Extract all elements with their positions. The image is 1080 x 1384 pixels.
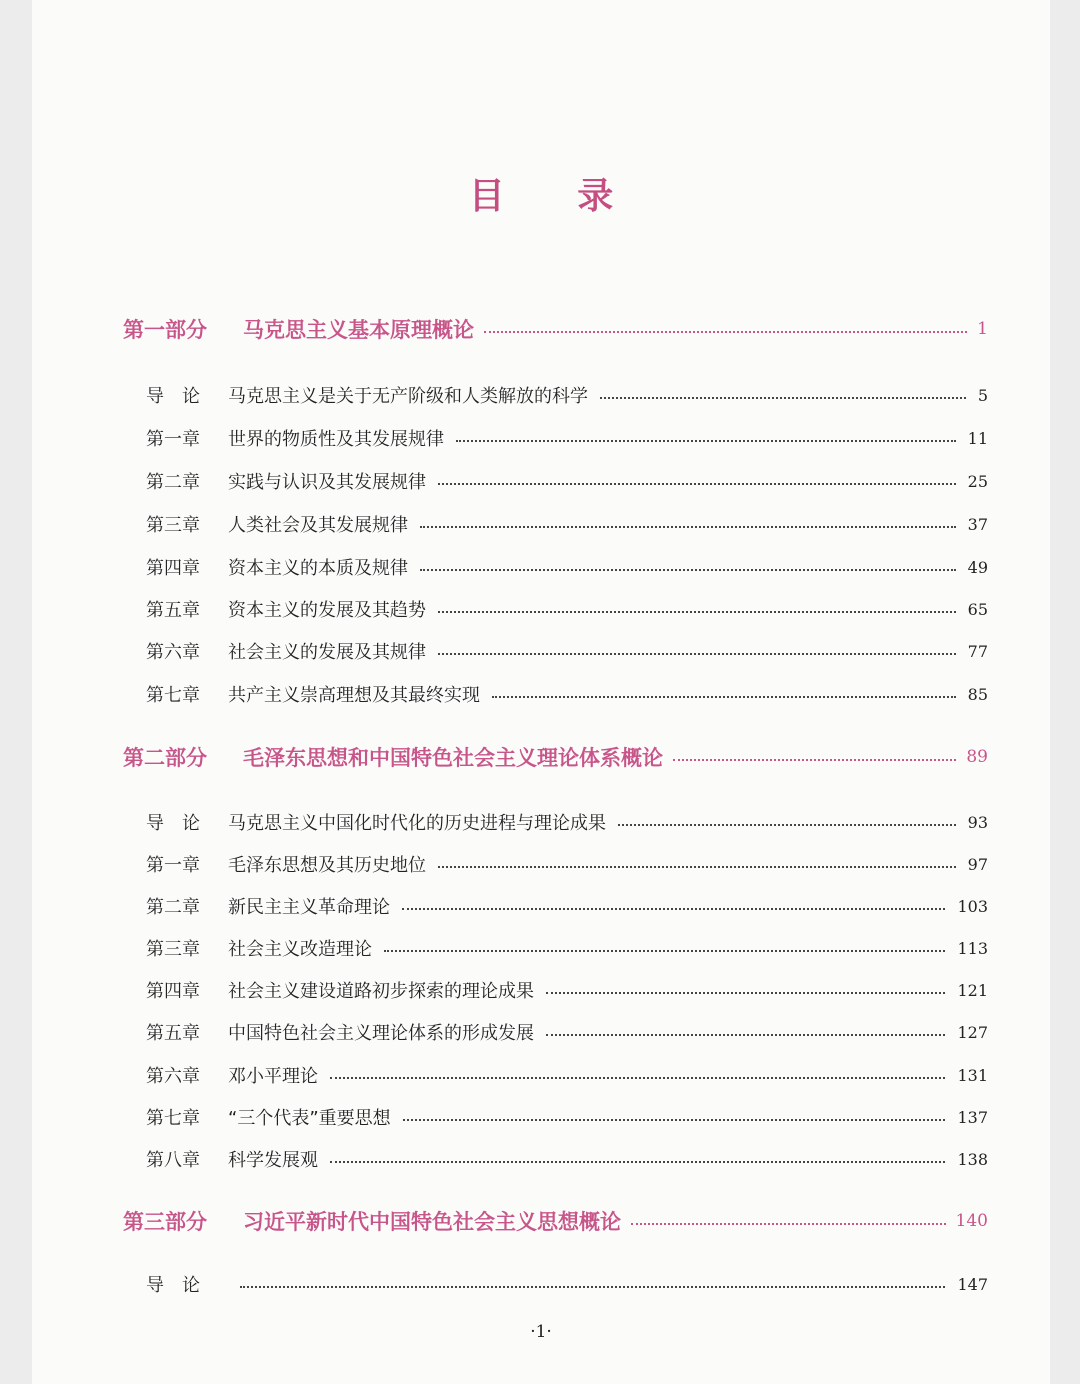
chapter-label: 导 论	[146, 386, 200, 407]
toc-entry	[146, 594, 988, 624]
chapter-title: “三个代表”重要思想	[228, 1108, 391, 1129]
chapter-page: 147	[957, 1274, 988, 1294]
leader-dots	[240, 1286, 945, 1288]
chapter-label: 导 论	[146, 813, 200, 834]
chapter-label: 第六章	[146, 1066, 200, 1087]
leader-dots	[420, 569, 956, 571]
part-title: 习近平新时代中国特色社会主义思想概论	[243, 1209, 621, 1234]
chapter-title: 科学发展观	[228, 1150, 318, 1171]
part-label: 第三部分	[123, 1209, 207, 1234]
toc-entry	[146, 1144, 988, 1174]
leader-dots	[384, 950, 945, 952]
leader-dots	[618, 824, 956, 826]
chapter-label: 第五章	[146, 1023, 200, 1044]
chapter-title: 资本主义的本质及规律	[228, 558, 408, 579]
chapter-page: 113	[957, 938, 988, 958]
chapter-page: 49	[967, 557, 988, 577]
chapter-title: 共产主义崇高理想及其最终实现	[228, 685, 480, 706]
toc-title: 目 录	[468, 175, 644, 217]
chapter-title: 社会主义的发展及其规律	[228, 642, 426, 663]
chapter-label: 第一章	[146, 855, 200, 876]
toc-entry	[146, 1060, 988, 1090]
leader-dots	[546, 992, 945, 994]
toc-entry	[146, 636, 988, 666]
document-page	[32, 0, 1050, 1384]
leader-dots	[438, 653, 956, 655]
leader-dots	[403, 1119, 946, 1121]
chapter-label: 第一章	[146, 429, 200, 450]
chapter-label: 第三章	[146, 515, 200, 536]
toc-entry	[146, 975, 988, 1005]
chapter-label: 第五章	[146, 600, 200, 621]
chapter-title: 社会主义建设道路初步探索的理论成果	[228, 981, 534, 1002]
part-label: 第一部分	[123, 317, 207, 342]
leader-dots	[673, 759, 956, 761]
leader-dots	[546, 1034, 945, 1036]
chapter-page: 11	[967, 428, 988, 448]
chapter-title: 中国特色社会主义理论体系的形成发展	[228, 1023, 534, 1044]
part-title: 马克思主义基本原理概论	[243, 317, 474, 342]
toc-entry	[146, 552, 988, 582]
chapter-title: 毛泽东思想及其历史地位	[228, 855, 426, 876]
leader-dots	[438, 866, 956, 868]
part-label: 第二部分	[123, 745, 207, 770]
chapter-label: 第二章	[146, 897, 200, 918]
part-page: 89	[966, 747, 988, 767]
leader-dots	[438, 611, 956, 613]
chapter-page: 127	[957, 1022, 988, 1042]
part-heading	[123, 314, 988, 344]
chapter-page: 85	[967, 684, 988, 704]
chapter-label: 第七章	[146, 685, 200, 706]
chapter-page: 5	[977, 385, 988, 405]
chapter-label: 第四章	[146, 981, 200, 1002]
chapter-title: 世界的物质性及其发展规律	[228, 429, 444, 450]
leader-dots	[492, 696, 956, 698]
chapter-label: 第三章	[146, 939, 200, 960]
part-title: 毛泽东思想和中国特色社会主义理论体系概论	[243, 745, 663, 770]
chapter-page: 37	[967, 514, 988, 534]
leader-dots	[420, 526, 956, 528]
chapter-title: 邓小平理论	[228, 1066, 318, 1087]
chapter-label: 第六章	[146, 642, 200, 663]
leader-dots	[456, 440, 956, 442]
toc-entry	[146, 380, 988, 410]
chapter-label: 第二章	[146, 472, 200, 493]
page-number: ·1·	[530, 1322, 552, 1342]
toc-entry	[146, 807, 988, 837]
chapter-page: 65	[967, 599, 988, 619]
leader-dots	[330, 1161, 945, 1163]
toc-entry	[146, 1017, 988, 1047]
toc-entry	[146, 933, 988, 963]
chapter-label: 导 论	[146, 1275, 200, 1296]
chapter-page: 131	[957, 1065, 988, 1085]
part-page: 140	[955, 1211, 988, 1231]
chapter-page: 138	[957, 1149, 988, 1169]
leader-dots	[438, 483, 956, 485]
part-heading	[123, 742, 988, 772]
leader-dots	[330, 1077, 945, 1079]
toc-entry	[146, 1269, 988, 1299]
leader-dots	[631, 1223, 946, 1225]
chapter-title: 人类社会及其发展规律	[228, 515, 408, 536]
toc-entry	[146, 509, 988, 539]
leader-dots	[484, 331, 967, 333]
chapter-title: 社会主义改造理论	[228, 939, 372, 960]
chapter-title: 新民主主义革命理论	[228, 897, 390, 918]
chapter-page: 121	[957, 980, 988, 1000]
leader-dots	[402, 908, 945, 910]
chapter-label: 第七章	[146, 1108, 200, 1129]
toc-entry	[146, 849, 988, 879]
part-heading	[123, 1206, 988, 1236]
chapter-title: 实践与认识及其发展规律	[228, 472, 426, 493]
leader-dots	[600, 397, 966, 399]
toc-entry	[146, 679, 988, 709]
toc-entry	[146, 466, 988, 496]
chapter-page: 137	[957, 1107, 988, 1127]
chapter-page: 103	[957, 896, 988, 916]
chapter-title: 资本主义的发展及其趋势	[228, 600, 426, 621]
chapter-title: 马克思主义是关于无产阶级和人类解放的科学	[228, 386, 588, 407]
chapter-title: 马克思主义中国化时代化的历史进程与理论成果	[228, 813, 606, 834]
chapter-page: 93	[967, 812, 988, 832]
chapter-label: 第八章	[146, 1150, 200, 1171]
chapter-page: 77	[967, 641, 988, 661]
chapter-label: 第四章	[146, 558, 200, 579]
chapter-page: 25	[967, 471, 988, 491]
toc-entry	[146, 891, 988, 921]
toc-entry	[146, 1102, 988, 1132]
toc-entry	[146, 423, 988, 453]
chapter-page: 97	[967, 854, 988, 874]
part-page: 1	[977, 319, 988, 339]
